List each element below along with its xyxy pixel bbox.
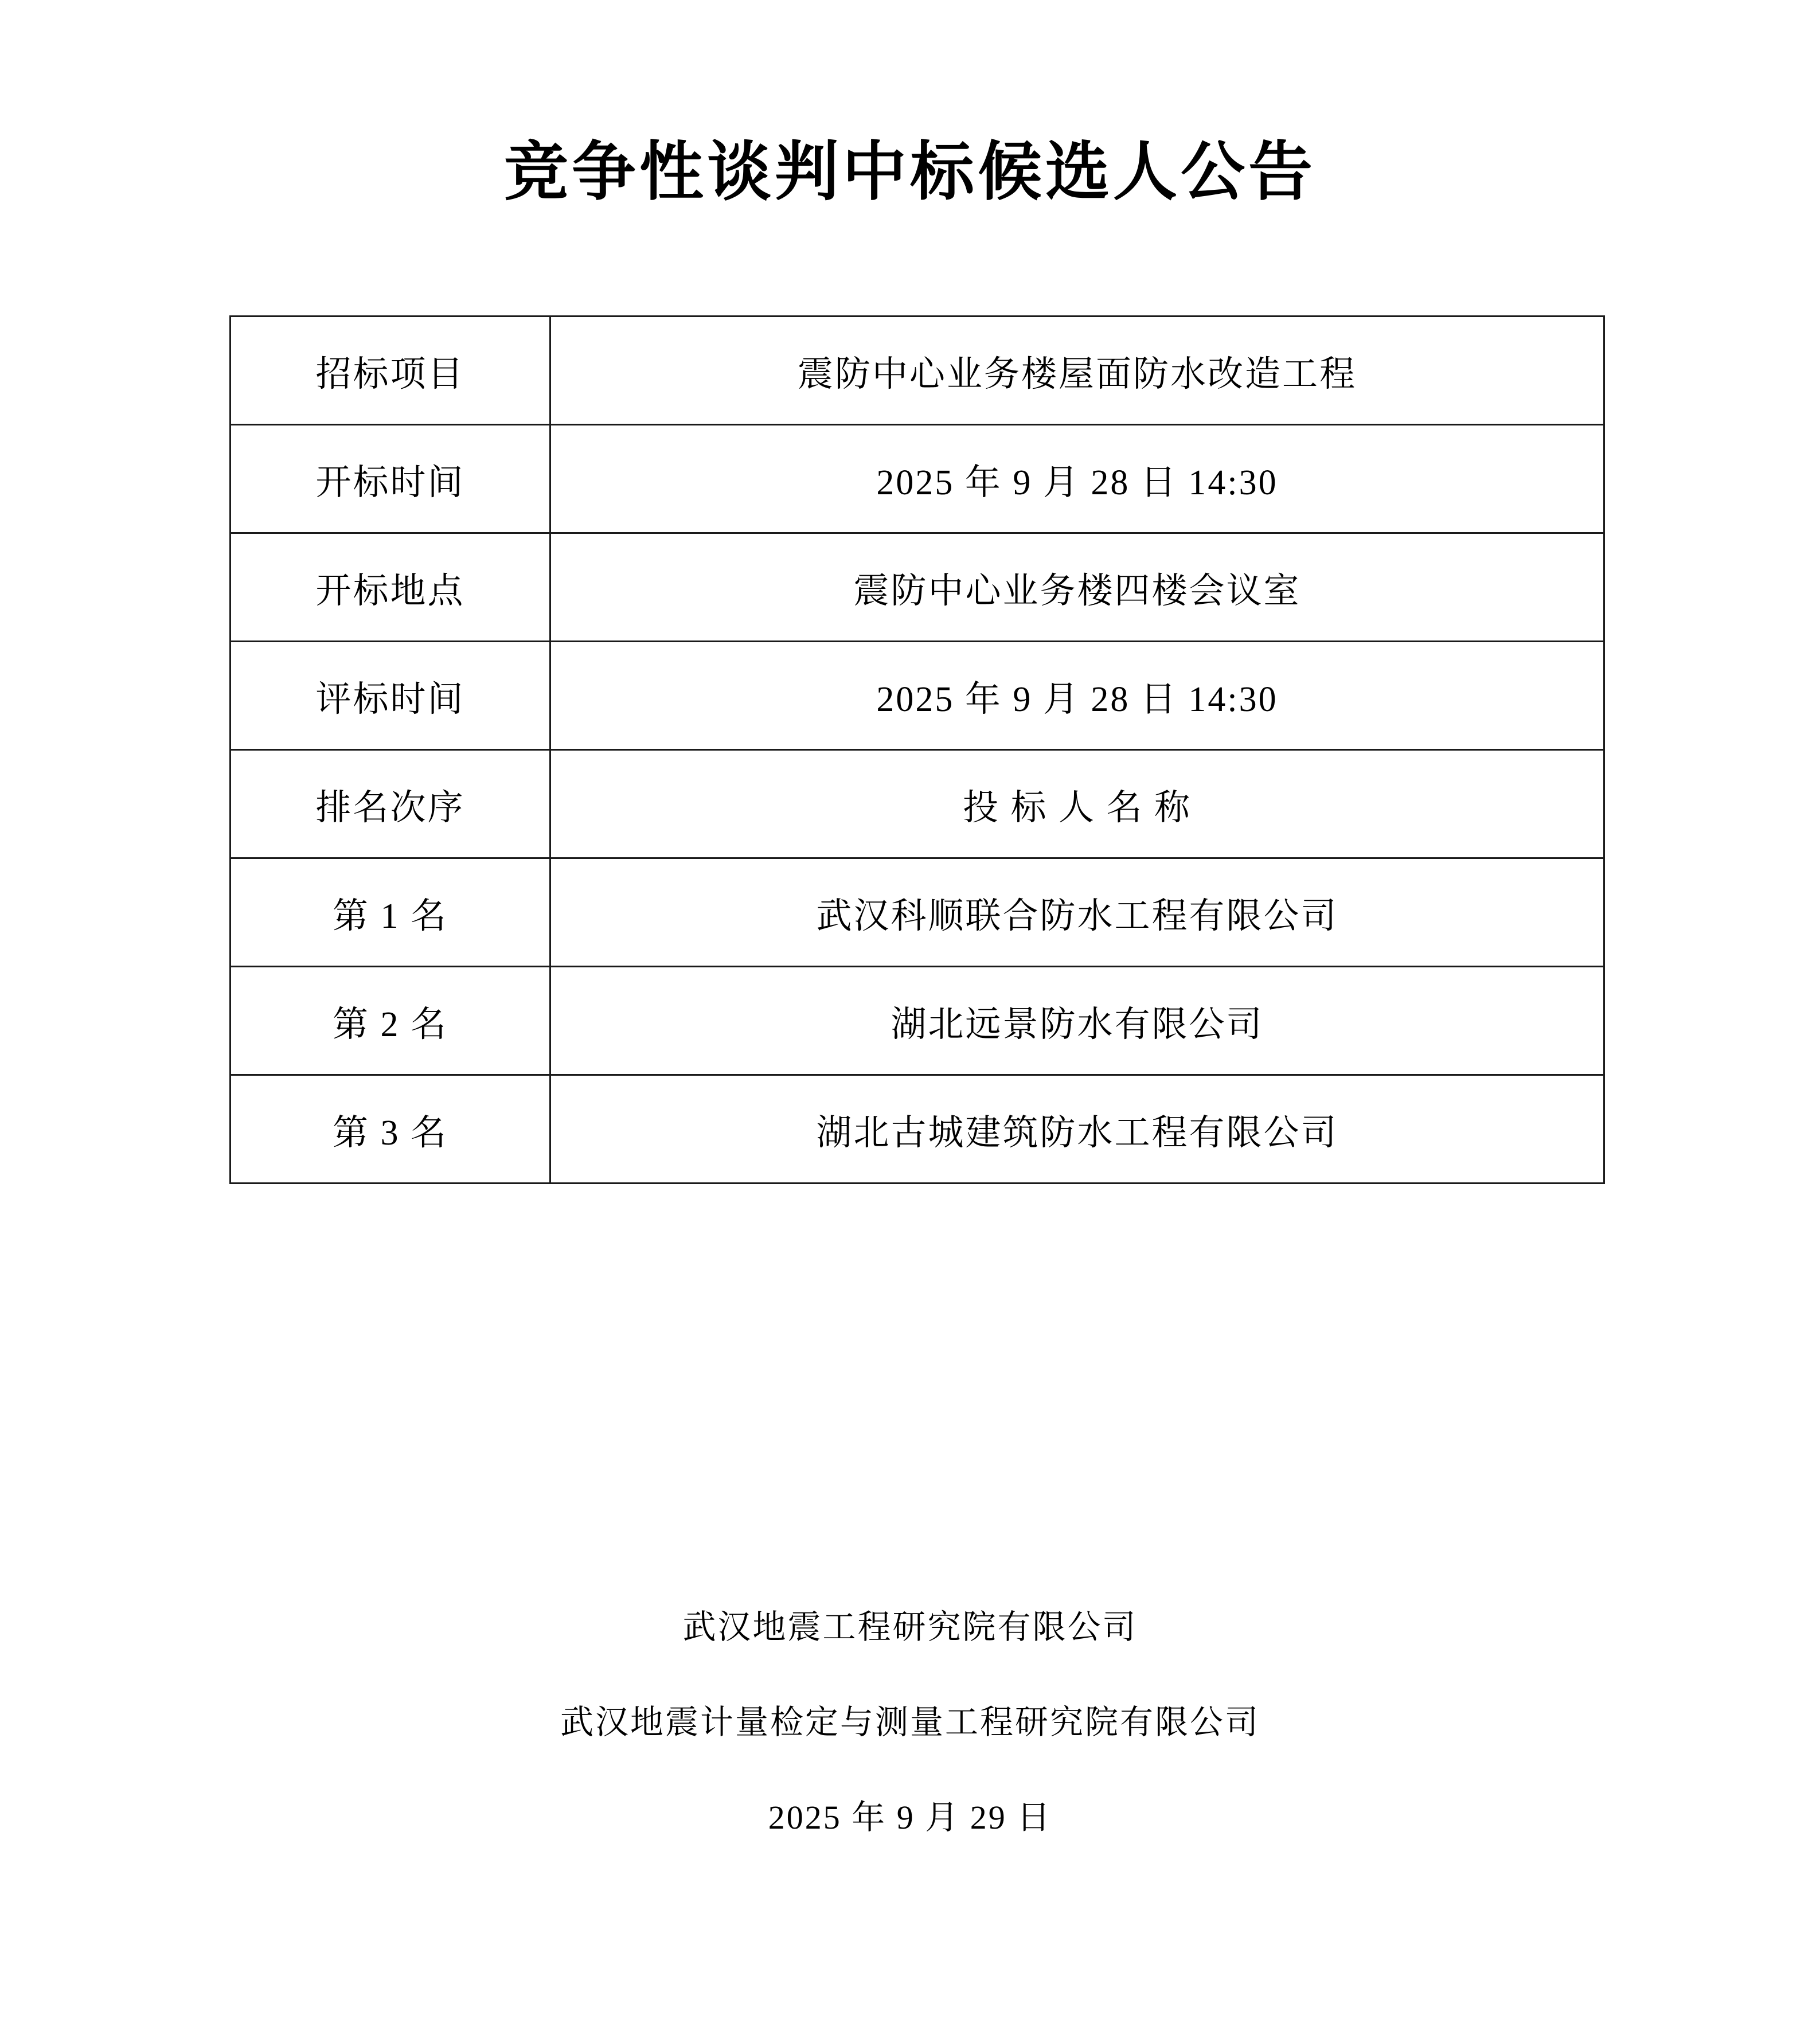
page-title: 竞争性谈判中标候选人公告 — [504, 137, 1316, 208]
issue-date: 2025 年 9 月 29 日 — [768, 1799, 1052, 1836]
row-value: 震防中心业务楼四楼会议室 — [550, 533, 1604, 642]
table-row — [231, 425, 1604, 533]
row-value: 湖北古城建筑防水工程有限公司 — [550, 1075, 1604, 1184]
issuing-organization-primary: 武汉地震工程研究院有限公司 — [682, 1608, 1138, 1646]
issuing-organization-secondary: 武汉地震计量检定与测量工程研究院有限公司 — [560, 1704, 1260, 1741]
row-value: 湖北远景防水有限公司 — [550, 967, 1604, 1075]
table-row — [231, 533, 1604, 642]
row-value: 2025 年 9 月 28 日 14:30 — [550, 642, 1604, 750]
table-row — [231, 642, 1604, 750]
signature-block — [0, 1600, 1820, 1838]
table-header-row — [231, 750, 1604, 858]
row-value: 武汉科顺联合防水工程有限公司 — [550, 858, 1604, 967]
table-row — [231, 1075, 1604, 1184]
row-label: 第 1 名 — [231, 858, 550, 967]
row-value: 震防中心业务楼屋面防水改造工程 — [550, 317, 1604, 425]
row-label: 评标时间 — [231, 642, 550, 750]
row-label: 开标地点 — [231, 533, 550, 642]
row-label: 招标项目 — [231, 317, 550, 425]
announcement-table-container — [229, 315, 1577, 1184]
table-row — [231, 858, 1604, 967]
table-row — [231, 967, 1604, 1075]
bidder-column-header: 投 标 人 名 称 — [550, 750, 1604, 858]
row-value: 2025 年 9 月 28 日 14:30 — [550, 425, 1604, 533]
row-label: 第 3 名 — [231, 1075, 550, 1184]
rank-column-header: 排名次序 — [231, 750, 550, 858]
table-row — [231, 317, 1604, 425]
row-label: 第 2 名 — [231, 967, 550, 1075]
announcement-table — [229, 315, 1605, 1184]
table-body — [231, 317, 1604, 1184]
row-label: 开标时间 — [231, 425, 550, 533]
